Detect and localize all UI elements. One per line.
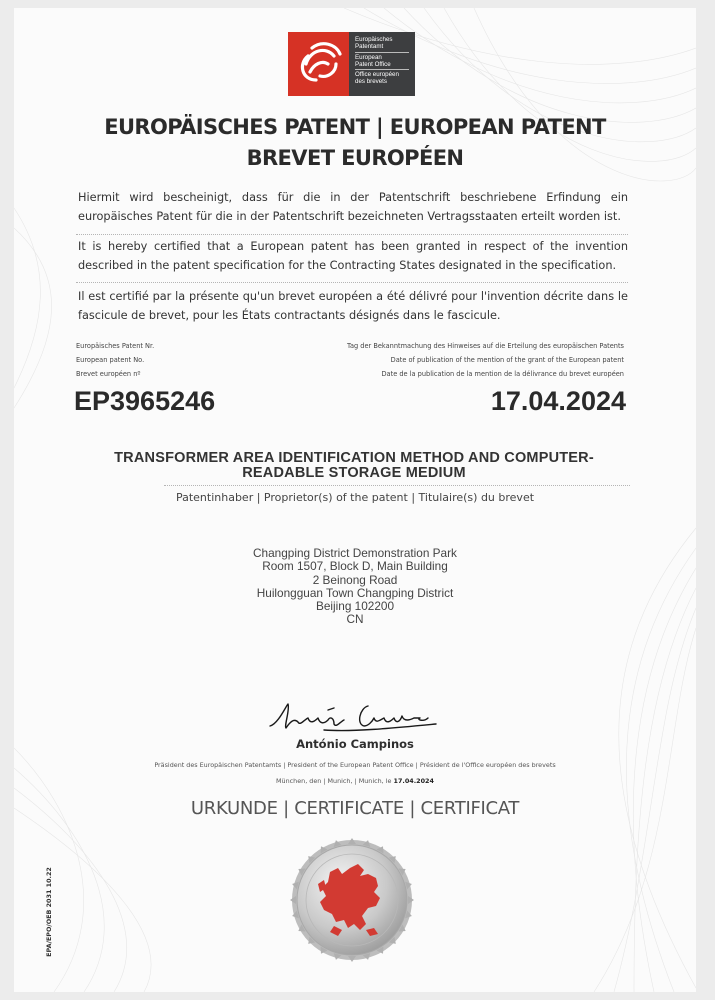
logo-line: European bbox=[355, 53, 382, 61]
place-and-date bbox=[14, 777, 696, 785]
president-title: Präsident des Europäischen Patentamts | President of the European Patent Office | Président de l'Office européen des brevets bbox=[154, 761, 556, 769]
patent-number-label-fr: Brevet européen nº bbox=[76, 370, 141, 378]
invention-title-line2: READABLE STORAGE MEDIUM bbox=[242, 465, 466, 481]
president-signature bbox=[264, 696, 444, 738]
proprietor-label: Patentinhaber | Proprietor(s) of the patent | Titulaire(s) du brevet bbox=[175, 491, 535, 504]
patent-number: EP3965246 bbox=[74, 386, 216, 416]
logo-line: des brevets bbox=[355, 78, 387, 86]
certificate-heading: URKUNDE | CERTIFICATE | CERTIFICAT bbox=[190, 798, 520, 819]
logo-line: Patent Office bbox=[355, 60, 391, 68]
statement-french: Il est certifié par la présente qu'un brevet européen a été délivré pour l'invention décrite dans le fascicule de brevet, pour les États contractants désignés dans le fascicule. bbox=[78, 290, 628, 322]
patent-title-line1: EUROPÄISCHES PATENT | EUROPEAN PATENT bbox=[104, 115, 606, 139]
logo-line: Patentamt bbox=[355, 43, 384, 51]
grant-date: 17.04.2024 bbox=[490, 386, 626, 416]
certificate-sheet bbox=[14, 8, 696, 992]
divider bbox=[164, 485, 630, 486]
form-code: EPA/EPO/OEB 2031 10.22 bbox=[45, 867, 53, 957]
address-line: Huilongguan Town Changping District bbox=[256, 585, 454, 600]
proprietor-address bbox=[14, 547, 696, 627]
divider bbox=[76, 234, 628, 235]
address-line: 2 Beinong Road bbox=[312, 572, 398, 587]
statement-german: Hiermit wird bescheinigt, dass für die in der Patentschrift beschriebene Erfindung ein europäisches Patent für die in der Patentschrift bezeichneten Vertragsstaaten erteilt worden ist. bbox=[78, 191, 628, 223]
address-line: Room 1507, Block D, Main Building bbox=[262, 559, 448, 574]
address-line: CN bbox=[346, 612, 364, 627]
president-name: António Campinos bbox=[296, 737, 414, 751]
divider bbox=[76, 282, 628, 283]
statement-english: It is hereby certified that a European patent has been granted in respect of the invention described in the patent specification for the Contracting States designated in the specification. bbox=[78, 240, 628, 272]
grant-date-label-de: Tag der Bekanntmachung des Hinweises auf die Erteilung des europäischen Patents bbox=[347, 342, 624, 350]
epo-logo-text bbox=[349, 32, 415, 96]
epo-logo bbox=[288, 32, 415, 96]
invention-title-line1: TRANSFORMER AREA IDENTIFICATION METHOD AND COMPUTER- bbox=[114, 450, 594, 466]
place-date: 17.04.2024 bbox=[393, 777, 434, 785]
place-prefix: München, den | Munich, | Munich, le bbox=[276, 777, 392, 785]
grant-date-label-en: Date of publication of the mention of the grant of the European patent bbox=[390, 356, 624, 364]
patent-number-label-de: Europäisches Patent Nr. bbox=[76, 342, 155, 350]
address-line: Beijing 102200 bbox=[315, 599, 395, 614]
address-line: Changping District Demonstration Park bbox=[253, 546, 457, 560]
logo-line: Office européen bbox=[355, 71, 399, 79]
patent-number-label-en: European patent No. bbox=[76, 356, 145, 364]
patent-title-line2: BREVET EUROPÉEN bbox=[246, 146, 464, 170]
epo-emblem-icon bbox=[288, 32, 352, 96]
grant-date-label-fr: Date de la publication de la mention de la délivrance du brevet européen bbox=[381, 370, 624, 378]
logo-line: Europäisches bbox=[355, 36, 393, 43]
europe-seal-icon bbox=[290, 838, 414, 962]
